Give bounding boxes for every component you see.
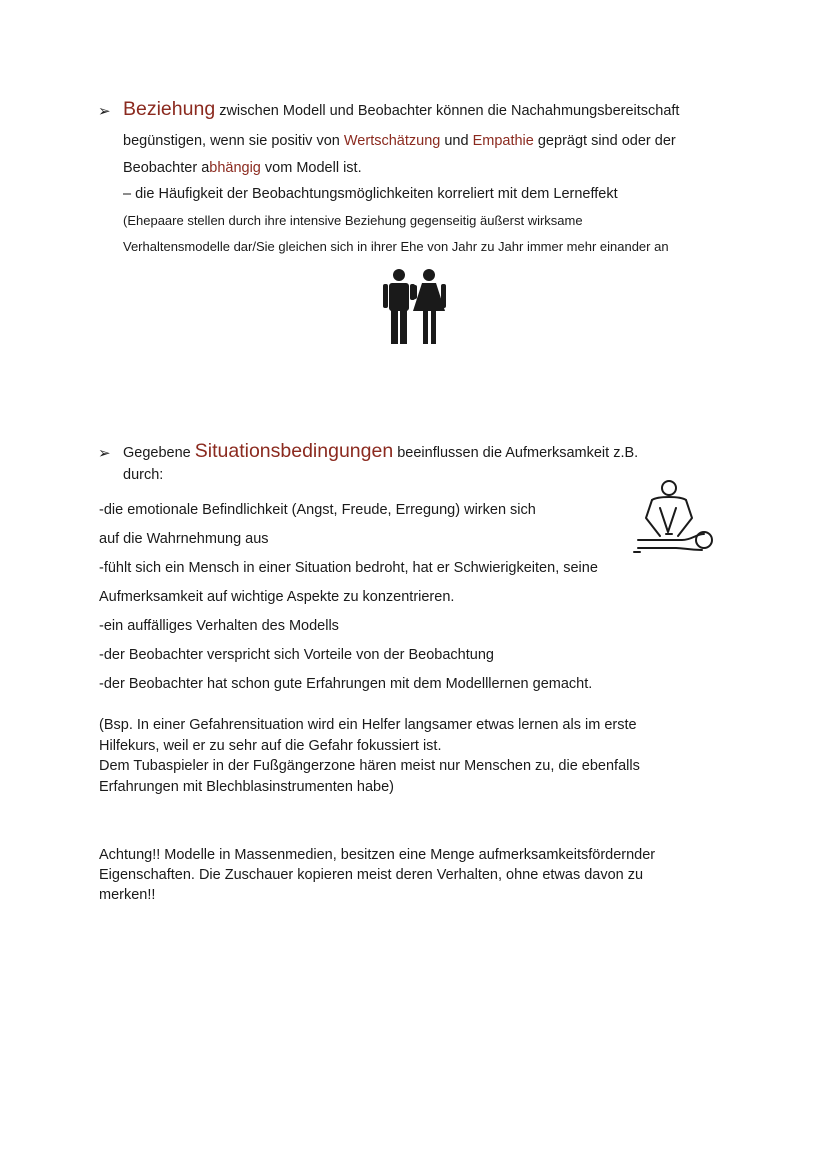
bullet-arrow-icon: ➢ (98, 103, 111, 120)
note-line: Eigenschaften. Die Zuschauer kopieren meist deren Verhalten, ohne etwas davon zu (99, 867, 644, 883)
example-line: Hilfekurs, weil er zu sehr auf die Gefahr fokussiert ist. (99, 738, 442, 754)
s1-line5: (Ehepaare stellen durch ihre intensive Beziehung gegenseitig äußerst wirksame (123, 213, 583, 228)
s1-line6: Verhaltensmodelle dar/Sie gleichen sich in ihrer Ehe von Jahr zu Jahr immer mehr einander an (123, 239, 669, 254)
bullet-arrow-icon: ➢ (98, 445, 111, 462)
s2-line: -der Beobachter verspricht sich Vorteile von der Beobachtung (99, 647, 494, 663)
s2-line: -fühlt sich ein Mensch in einer Situation bedroht, hat er Schwierigkeiten, seine (99, 560, 598, 576)
s1-line1-rest: zwischen Modell und Beobachter können die Nachahmungsbereitschaft (215, 103, 680, 119)
s2-line: -ein auffälliges Verhalten des Modells (99, 618, 339, 634)
s2-heading-b: beeinflussen die Aufmerksamkeit z.B. (393, 445, 639, 461)
example-line: Erfahrungen mit Blechblasinstrumenten habe) (99, 779, 394, 795)
s1-line3-a: Beobachter a (123, 160, 210, 176)
keyword-abhaengig: bhängig (209, 160, 261, 176)
example-line: (Bsp. In einer Gefahrensituation wird ein Helfer langsamer etwas lernen als im erste (99, 717, 637, 733)
couple-icon (380, 268, 450, 346)
s1-line3-b: vom Modell ist. (260, 160, 362, 176)
s1-line2-c: geprägt sind oder der (533, 133, 676, 149)
s1-line2-a: begünstigen, wenn sie positiv von (123, 133, 344, 149)
s1-line2 (123, 133, 676, 149)
s1-line1 (123, 98, 679, 121)
s2-line: Aufmerksamkeit auf wichtige Aspekte zu konzentrieren. (99, 589, 455, 605)
s2-line: -der Beobachter hat schon gute Erfahrungen mit dem Modelllernen gemacht. (99, 676, 593, 692)
cpr-icon (630, 478, 714, 558)
s2-line: auf die Wahrnehmung aus (99, 531, 269, 547)
example-line: Dem Tubaspieler in der Fußgängerzone hären meist nur Menschen zu, die ebenfalls (99, 758, 640, 774)
keyword-wertschaetzung: Wertschätzung (343, 133, 441, 149)
s2-heading-a: Gegebene (123, 445, 195, 461)
s1-line4: – die Häufigkeit der Beobachtungsmöglichkeiten korreliert mit dem Lerneffekt (123, 186, 618, 202)
s2-heading-line2: durch: (123, 467, 164, 483)
keyword-beziehung: Beziehung (123, 98, 216, 120)
keyword-empathie: Empathie (472, 133, 534, 149)
s1-line2-b: und (440, 133, 473, 149)
keyword-situationsbedingungen: Situationsbedingungen (194, 440, 394, 462)
note-line: merken!! (99, 887, 156, 903)
note-line: Achtung!! Modelle in Massenmedien, besitzen eine Menge aufmerksamkeitsfördernder (99, 847, 656, 863)
s1-line3 (123, 160, 362, 176)
s2-line: -die emotionale Befindlichkeit (Angst, Freude, Erregung) wirken sich (99, 502, 536, 518)
s2-heading (123, 440, 638, 463)
